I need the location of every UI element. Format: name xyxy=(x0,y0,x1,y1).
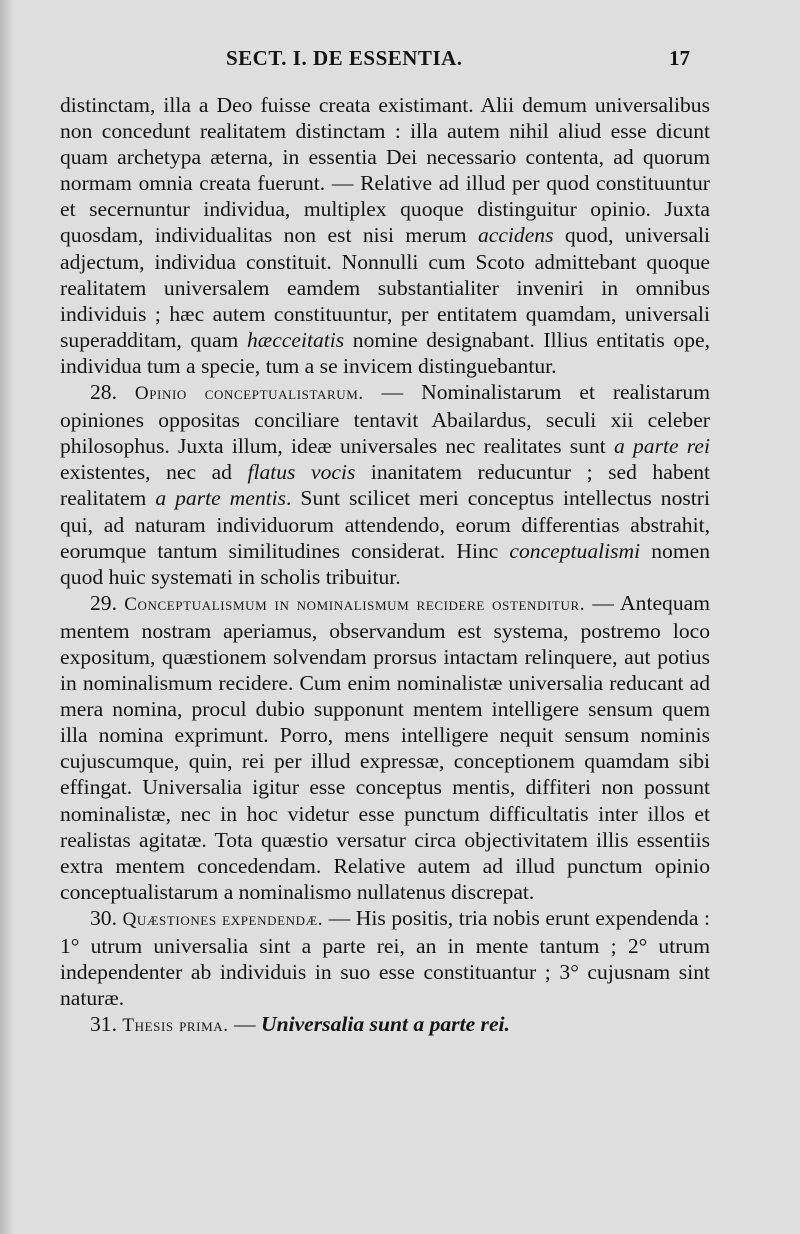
section-heading-28: Opinio conceptualistarum. xyxy=(134,383,364,405)
running-head: SECT. I. DE ESSENTIA. xyxy=(226,46,463,70)
paragraph-continuation: distinctam, illa a Deo fuisse creata existimant. Alii demum universalibus non concedunt realitatem distinctam : illa autem nihil aliud esse dicunt quam archetypa æterna, in essentia Dei necessario contenta, ad quorum normam omnia creata fuerunt. — Relative ad illud per quod constituuntur et secernuntur individua, multiplex quoque distinguitur opinio. Juxta quosdam, individualitas non est nisi merum accidens quod, universali adjectum, individua constituit. Nonnulli cum Scoto admittebant quoque realitatem universalem eamdem substantialiter inveniri in omnibus individuis ; hæc autem constituuntur, per entitatem quamdam, universali superadditam, quam hæcceitatis nomine designabant. Illius entitatis ope, individua tum a specie, tum a se invicem distinguebantur. xyxy=(60,93,711,378)
section-number-31: 31. xyxy=(90,1012,123,1037)
page-number: 17 xyxy=(669,46,690,70)
section-number-29: 29. xyxy=(90,590,125,615)
term-haecceitatis: hæcceitatis xyxy=(247,327,345,352)
page-header xyxy=(0,40,800,80)
page-body xyxy=(60,92,710,1039)
paragraph-31: 31. Thesis prima. — Universalia sunt a parte rei. xyxy=(90,1012,510,1037)
section-heading-30: Quæstiones expendendæ. xyxy=(122,908,324,930)
thesis-statement: Universalia sunt a parte rei. xyxy=(260,1012,510,1037)
page-gutter-shadow xyxy=(0,0,14,1234)
term-accidens: accidens xyxy=(477,223,554,248)
paragraph-28: 28. Opinio conceptualistarum. — Nominalistarum et realistarum opiniones oppositas conciliare tentavit Abailardus, seculi xii celeber philosophus. Juxta illum, ideæ universales nec realitates sunt a parte rei existentes, nec ad flatus vocis inanitatem reducuntur ; sed habent realitatem a parte mentis. Sunt scilicet meri conceptus intellectus nostri qui, ad naturam individuorum attendendo, eorum differentias abstrahit, eorumque tantum similitudines considerat. Hinc conceptualismi nomen quod huic systemati in scholis tribuitur. xyxy=(60,380,710,589)
paragraph-30: 30. Quæstiones expendendæ. — His positis, tria nobis erunt expendenda : 1° utrum universalia sint a parte rei, an in mente tantum ; 2° utrum independenter ab individuis in suo esse constituantur ; 3° cujusnam sint naturæ. xyxy=(60,905,710,1011)
section-number-28: 28. xyxy=(90,380,135,405)
section-heading-31: Thesis prima. xyxy=(122,1015,229,1037)
section-number-30: 30. xyxy=(90,905,123,930)
paragraph-29: 29. Conceptualismum in nominalismum recidere ostenditur. — Antequam mentem nostram aperiamus, observandum est systema, postremo loco expositum, quæstionem solvendam prorsus intactam relinquere, aut potius in nominalismum recidere. Cum enim nominalistæ universalia reducant ad mera nomina, procul dubio supponunt mentem intelligere sensum quem illa nomina exprimunt. Porro, mens intelligere nequit sensum nominis cujuscumque, quin, rei per illud expressæ, conceptionem quamdam sibi effingat. Universalia igitur esse conceptus mentis, diffiteri non possunt nominalistæ, nec in hoc videtur esse punctum difficultatis inter illos et realistas agitatæ. Tota quæstio versatur circa objectivitatem illis essentiis extra mentem concedendam. Relative autem ad illud punctum opinio conceptualistarum a nominalismo nullatenus discrepat. xyxy=(60,590,711,904)
section-heading-29: Conceptualismum in nominalismum recidere ostenditur. xyxy=(124,593,586,615)
